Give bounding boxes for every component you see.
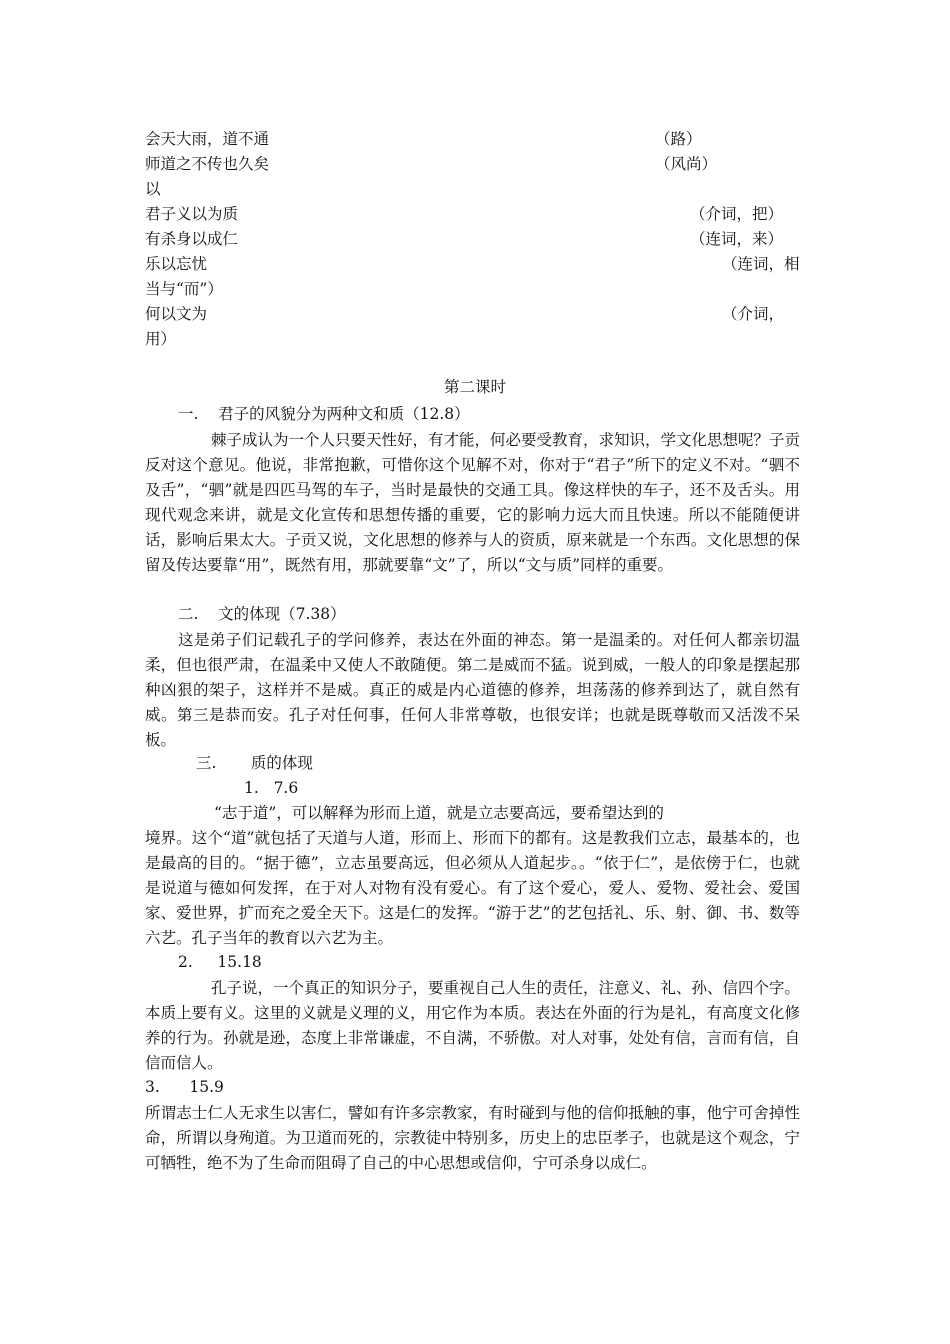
gloss-phrase: 乐以忘忧 — [145, 255, 208, 273]
item-number: 1. 7.6 — [244, 779, 299, 797]
item-number: 2. 15.18 — [178, 953, 262, 971]
paragraph-first-line: “志于道”，可以解释为形而上道，就是立志要高远，要希望达到的 — [214, 804, 664, 822]
gloss-phrase: 当与“而”） — [145, 280, 223, 298]
paragraph: 所谓志士仁人无求生以害仁，譬如有许多宗教家，有时碰到与他的信仰抵触的事，他宁可舍掉性命，所谓以身殉道。为卫道而死的，宗教徒中特别多，历史上的忠臣孝子，也就是这个观念，宁可牺牲，绝不为了生命而阻碍了自己的中心思想或信仰，宁可杀身以成仁。 — [145, 1104, 800, 1172]
paragraph: 孔子说，一个真正的知识分子，要重视自己人生的责任，注意义、礼、孙、信四个字。本质上要有义。这里的义就是义理的义，用它作为本质。表达在外面的行为是礼，有高度文化修养的行为。孙就是逊，态度上非常谦虚，不自满，不骄傲。对人对事，处处有信，言而有信，自信而信人。 — [145, 979, 801, 1072]
paragraph: 棘子成认为一个人只要天性好，有才能，何必要受教育，求知识，学文化思想呢？子贡反对这个意见。他说，非常抱歉，可惜你这个见解不对，你对于“君子”所下的定义不对。“驷不及舌”，“驷”就是四匹马驾的车子，当时是最快的交通工具。像这样快的车子，还不及舌头。用现代观念来讲，就是文化宣传和思想传播的重要，它的影响力远大而且快速。所以不能随便讲话，影响后果太大。子贡又说，文化思想的修养与人的资质，原来就是一个东西。文化思想的保留及传达要靠“用”，既然有用，那就要靠“文”了，所以“文与质”同样的重要。 — [145, 431, 801, 574]
gloss-phrase: 以 — [145, 180, 161, 198]
gloss-phrase: 用） — [145, 330, 177, 348]
gloss-phrase: 何以文为 — [145, 305, 208, 323]
gloss-note: （连词，来） — [690, 230, 784, 248]
gloss-note: （连词，相 — [722, 255, 800, 273]
gloss-phrase: 有杀身以成仁 — [145, 230, 239, 248]
gloss-note: （介词， — [722, 305, 785, 323]
gloss-note: （介词，把） — [690, 205, 784, 223]
item-number: 3. 15.9 — [145, 1078, 224, 1096]
gloss-phrase: 师道之不传也久矣 — [145, 155, 270, 173]
gloss-note: （风尚） — [655, 155, 718, 173]
paragraph: 这是弟子们记载孔子的学问修养，表达在外面的神态。第一是温柔的。对任何人都亲切温柔，但也很严肃，在温柔中又使人不敢随便。第二是威而不猛。说到威，一般人的印象是摆起那种凶狠的架子，这样并不是威。真正的威是内心道德的修养，坦荡荡的修养到达了，就自然有威。第三是恭而安。孔子对任何事，任何人非常尊敬，也很安详；也就是既尊敬而又活泼不呆板。 — [145, 631, 800, 749]
paragraph: 境界。这个“道”就包括了天道与人道，形而上、形而下的都有。这是教我们立志，最基本的，也是最高的目的。“据于德”，立志虽要高远，但必须从人道起步。。“依于仁”，是依傍于仁，也就是说道与德如何发挥，在于对人对物有没有爱心。有了这个爱心，爱人、爱物、爱社会、爱国家、爱世界，扩而充之爱全天下。这是仁的发挥。“游于艺”的艺包括礼、乐、射、御、书、数等六艺。孔子当年的教育以六艺为主。 — [145, 829, 800, 947]
section-heading: 三. 质的体现 — [196, 754, 313, 772]
section-heading: 一. 君子的风貌分为两种文和质（12.8） — [178, 405, 470, 423]
lesson-title: 第二课时 — [443, 378, 506, 396]
gloss-phrase: 会天大雨，道不通 — [145, 130, 270, 148]
gloss-phrase: 君子义以为质 — [145, 205, 239, 223]
gloss-note: （路） — [655, 130, 702, 148]
section-heading: 二. 文的体现（7.38） — [178, 605, 346, 623]
